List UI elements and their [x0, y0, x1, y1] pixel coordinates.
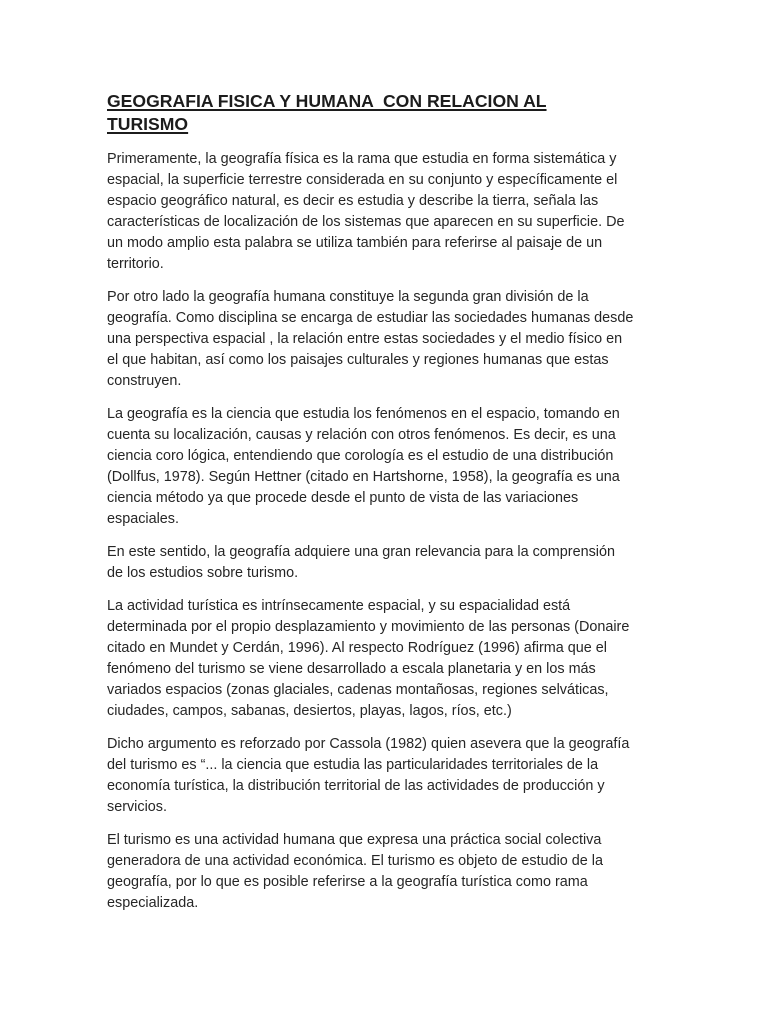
document-page	[107, 90, 659, 926]
paragraph: El turismo es una actividad humana que expresa una práctica social colectiva generadora de una actividad económica. El turismo es objeto de estudio de la geografía, por lo que es posible referirse a la geografía turística como rama especializada.	[107, 832, 603, 911]
paragraph: Por otro lado la geografía humana constituye la segunda gran división de la geografía. Como disciplina se encarga de estudiar las sociedades humanas desde una perspectiva espacial , la relación entre estas sociedades y el medio físico en el que habitan, así como los paisajes culturales y regiones humanas que estas construyen.	[107, 289, 634, 389]
paragraph: Primeramente, la geografía física es la rama que estudia en forma sistemática y espacial, la superficie terrestre considerada en su conjunto y específicamente el espacio geográfico natural, es decir es estudia y describe la tierra, señala las características de localización de los sistemas que aparecen en su superficie. De un modo amplio esta palabra se utiliza también para referirse al paisaje de un territorio.	[107, 151, 625, 272]
paragraph: Dicho argumento es reforzado por Cassola (1982) quien asevera que la geografía del turismo es “... la ciencia que estudia las particularidades territoriales de la economía turística, la distribución territorial de las actividades de producción y servicios.	[107, 736, 630, 815]
paragraph: La geografía es la ciencia que estudia los fenómenos en el espacio, tomando en cuenta su localización, causas y relación con otros fenómenos. Es decir, es una ciencia coro lógica, entendiendo que corología es el estudio de una distribución (Dollfus, 1978). Según Hettner (citado en Hartshorne, 1958), la geografía es una ciencia método ya que procede desde el punto de vista de las variaciones espaciales.	[107, 406, 620, 527]
paragraph: En este sentido, la geografía adquiere una gran relevancia para la comprensión de los estudios sobre turismo.	[107, 544, 616, 581]
document-title: GEOGRAFIA FISICA Y HUMANA CON RELACION AL TURISMO	[107, 91, 547, 134]
paragraph: La actividad turística es intrínsecamente espacial, y su espacialidad está determinada por el propio desplazamiento y movimiento de las personas (Donaire citado en Mundet y Cerdán, 1996). Al respecto Rodríguez (1996) afirma que el fenómeno del turismo se viene desarrollado a escala planetaria y en los más variados espacios (zonas glaciales, cadenas montañosas, regiones selváticas, ciudades, campos, sabanas, desiertos, playas, lagos, ríos, etc.)	[107, 598, 630, 719]
